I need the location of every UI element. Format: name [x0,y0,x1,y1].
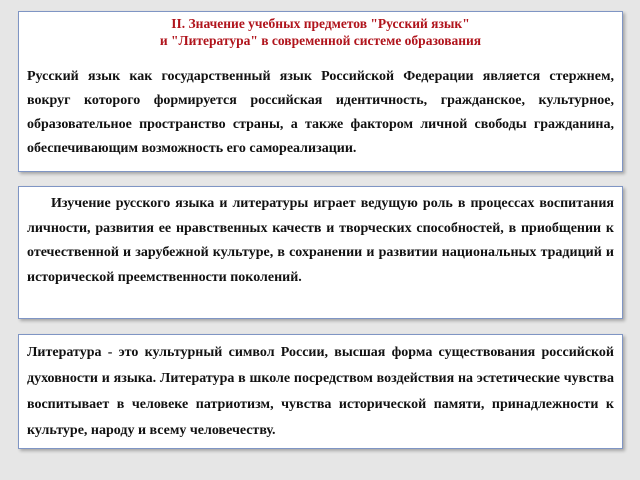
section-title [27,15,614,49]
education-role-paragraph: Изучение русского языка и литературы играет ведущую роль в процессах воспитания личности, развития ее нравственных качеств и творческих способностей, в приобщении к отечественной и зарубежной культуре, в сохранении и развитии национальных традиций и исторической преемственности поколений. [27,196,614,285]
literature-paragraph: Литература - это культурный символ России, высшая форма существования российской духовности и языка. Литература в школе посредством воздействия на эстетические чувства воспитывает в человеке патриотизм, чувства исторической памяти, принадлежности к культуре, народу и всему человечеству. [27,345,614,438]
russian-language-paragraph: Русский язык как государственный язык Российской Федерации является стержнем, вокруг которого формируется российская идентичность, гражданское, культурное, образовательное пространство страны, а также фактором личной свободы гражданина, обеспечивающим возможность его самореализации. [27,69,614,156]
text-block-significance [18,11,623,172]
section-title-line-2: и "Литература" в современной системе образования [159,33,482,48]
text-block-literature [18,334,623,449]
section-title-line-1: II. Значение учебных предметов "Русский язык" [171,16,470,31]
text-block-education-role [18,186,623,319]
